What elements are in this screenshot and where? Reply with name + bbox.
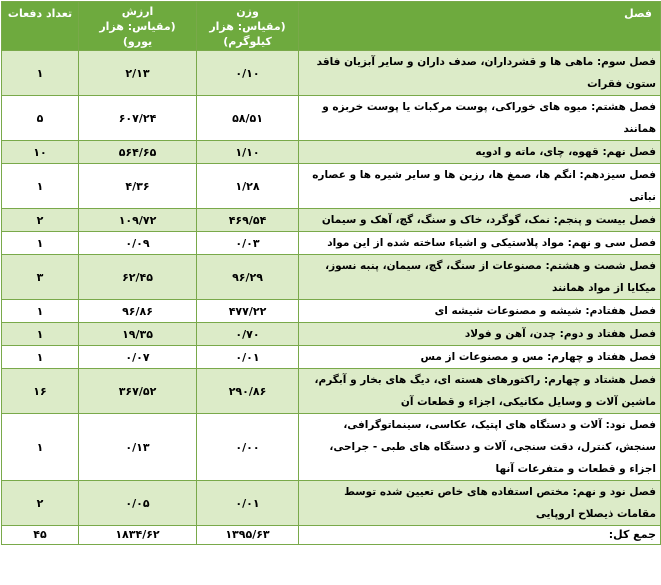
total-row: [2, 526, 661, 545]
header-value-unit: (مقیاس: هزار یورو): [99, 19, 176, 48]
header-count: [2, 2, 79, 51]
row-description: فصل هفتادم: شیشه و مصنوعات شیشه ای: [299, 300, 661, 323]
row-weight: ۲۹۰/۸۶: [197, 369, 299, 414]
table-row: [2, 51, 661, 96]
row-description: فصل شصت و هشتم: مصنوعات از سنگ، گچ، سیمان، پنبه نسوز، میکایا از مواد همانند: [299, 255, 661, 300]
table-row: [2, 369, 661, 414]
row-count: ۱: [2, 232, 79, 255]
row-description: فصل هشتاد و چهارم: راکتورهای هسته ای، دیگ های بخار و آبگرم، ماشین آلات و وسایل مکانیکی، اجزاء و قطعات آن: [299, 369, 661, 414]
row-value: ۱۰۹/۷۲: [79, 209, 197, 232]
row-value: ۰/۰۵: [79, 481, 197, 526]
row-count: ۱: [2, 51, 79, 96]
table-row: [2, 232, 661, 255]
row-weight: ۴۷۷/۲۲: [197, 300, 299, 323]
row-description: فصل هفتاد و چهارم: مس و مصنوعات از مس: [299, 346, 661, 369]
header-weight-unit: (مقیاس: هزار کیلوگرم): [209, 19, 286, 48]
row-count: ۳: [2, 255, 79, 300]
header-weight: [197, 2, 299, 51]
header-chapter: [299, 2, 661, 51]
total-value: ۱۸۳۴/۶۲: [79, 526, 197, 545]
row-value: ۰/۰۹: [79, 232, 197, 255]
row-value: ۲/۱۳: [79, 51, 197, 96]
header-count-label: تعداد دفعات: [7, 7, 73, 20]
table-row: [2, 209, 661, 232]
row-count: ۱: [2, 346, 79, 369]
row-weight: ۰/۰۱: [197, 346, 299, 369]
table-row: [2, 323, 661, 346]
row-weight: ۱/۱۰: [197, 141, 299, 164]
header-chapter-label: فصل: [624, 7, 652, 20]
row-description: فصل سی و نهم: مواد پلاستیکی و اشیاء ساخته شده از این مواد: [299, 232, 661, 255]
row-value: ۰/۰۷: [79, 346, 197, 369]
row-weight: ۰/۷۰: [197, 323, 299, 346]
table-row: [2, 141, 661, 164]
table-row: [2, 96, 661, 141]
row-count: ۱۰: [2, 141, 79, 164]
total-count: ۴۵: [2, 526, 79, 545]
row-count: ۱۶: [2, 369, 79, 414]
row-weight: ۹۶/۲۹: [197, 255, 299, 300]
row-value: ۹۶/۸۶: [79, 300, 197, 323]
row-count: ۵: [2, 96, 79, 141]
row-count: ۲: [2, 481, 79, 526]
row-description: فصل نود و نهم: مختص استفاده های خاص تعیین شده توسط مقامات ذیصلاح اروپایی: [299, 481, 661, 526]
row-weight: ۰/۰۰: [197, 414, 299, 481]
row-value: ۶۰۷/۲۴: [79, 96, 197, 141]
row-description: فصل بیست و پنجم: نمک، گوگرد، خاک و سنگ، گچ، آهک و سیمان: [299, 209, 661, 232]
row-value: ۰/۱۳: [79, 414, 197, 481]
header-weight-label: وزن: [236, 4, 259, 18]
row-value: ۶۲/۴۵: [79, 255, 197, 300]
table-row: [2, 300, 661, 323]
row-count: ۱: [2, 300, 79, 323]
row-value: ۳۶۷/۵۲: [79, 369, 197, 414]
row-weight: ۰/۰۱: [197, 481, 299, 526]
table-row: [2, 481, 661, 526]
table-row: [2, 164, 661, 209]
row-value: ۱۹/۳۵: [79, 323, 197, 346]
row-value: ۵۶۴/۶۵: [79, 141, 197, 164]
row-weight: ۴۶۹/۵۴: [197, 209, 299, 232]
row-weight: ۱/۲۸: [197, 164, 299, 209]
total-label: جمع کل:: [299, 526, 661, 545]
exports-table: [1, 1, 661, 545]
row-count: ۱: [2, 414, 79, 481]
row-description: فصل سیزدهم: انگم ها، صمغ ها، رزین ها و سایر شیره ها و عصاره نباتی: [299, 164, 661, 209]
table-header-row: [2, 2, 661, 51]
row-count: ۱: [2, 164, 79, 209]
total-weight: ۱۳۹۵/۶۳: [197, 526, 299, 545]
table-row: [2, 414, 661, 481]
row-description: فصل هشتم: میوه های خوراکی، پوست مرکبات یا پوست خربزه و همانند: [299, 96, 661, 141]
header-value: [79, 2, 197, 51]
row-description: فصل نهم: قهوه، چای، ماته و ادویه: [299, 141, 661, 164]
row-description: فصل سوم: ماهی ها و قشرداران، صدف داران و سایر آبزیان فاقد ستون فقرات: [299, 51, 661, 96]
row-weight: ۵۸/۵۱: [197, 96, 299, 141]
header-value-label: ارزش: [121, 4, 154, 18]
table-row: [2, 346, 661, 369]
row-value: ۴/۳۶: [79, 164, 197, 209]
row-count: ۲: [2, 209, 79, 232]
row-count: ۱: [2, 323, 79, 346]
row-weight: ۰/۰۳: [197, 232, 299, 255]
row-description: فصل نود: آلات و دستگاه های اپتیک، عکاسی، سینماتوگرافی، سنجش، کنترل، دقت سنجی، آلات و دستگاه های طبی - جراحی، اجزاء و قطعات و متفرعات آنها: [299, 414, 661, 481]
table-row: [2, 255, 661, 300]
row-weight: ۰/۱۰: [197, 51, 299, 96]
row-description: فصل هفتاد و دوم: چدن، آهن و فولاد: [299, 323, 661, 346]
